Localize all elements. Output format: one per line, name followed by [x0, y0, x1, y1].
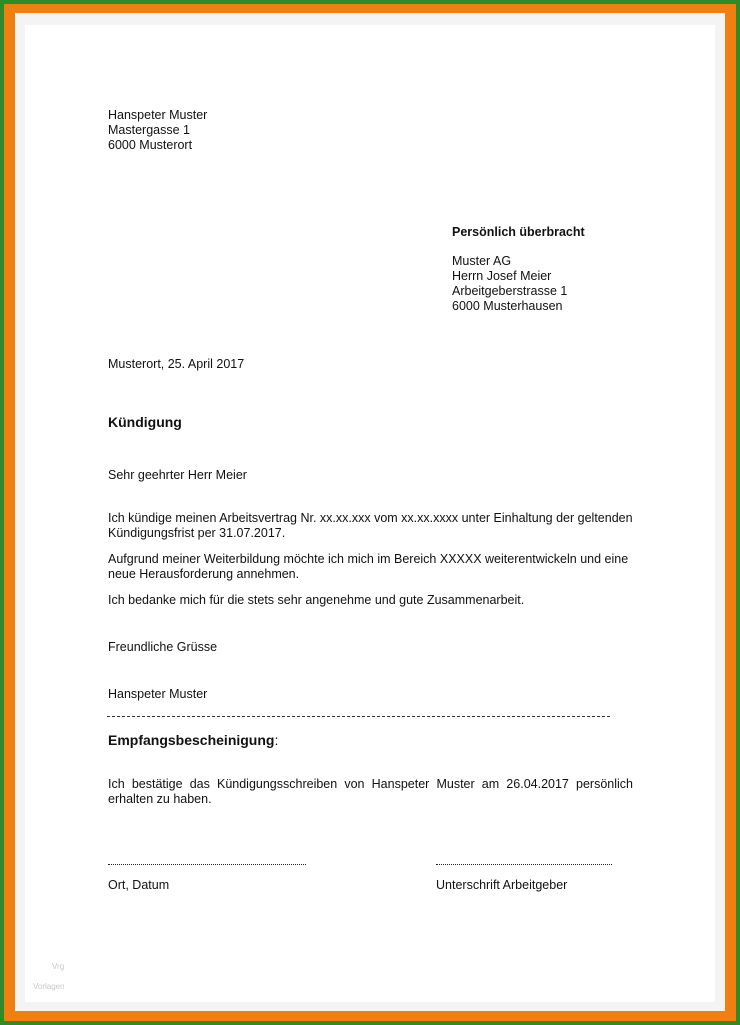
salutation: Sehr geehrter Herr Meier	[108, 468, 247, 482]
date-signature-line	[108, 864, 306, 865]
closing: Freundliche Grüsse	[108, 640, 218, 654]
place-date: Musterort, 25. April 2017	[108, 357, 245, 371]
receipt-title-colon: :	[274, 732, 279, 748]
recipient-street: Arbeitgeberstrasse 1	[452, 284, 568, 298]
receipt-text: Ich bestätige das Kündigungsschreiben von Hanspeter Muster am 26.04.2017 persönlich erhalten zu haben.	[108, 777, 633, 806]
receipt-title-wrapper	[108, 733, 278, 748]
sender-name: Hanspeter Muster	[108, 108, 208, 122]
recipient-city: 6000 Musterhausen	[452, 299, 563, 313]
watermark-line-1: Vrg	[52, 962, 65, 971]
delivery-note: Persönlich überbracht	[452, 225, 585, 239]
sender-city: 6000 Musterort	[108, 138, 193, 152]
place-date-label: Ort, Datum	[108, 878, 170, 892]
employer-signature-line	[436, 864, 612, 865]
sender-street: Mastergasse 1	[108, 123, 190, 137]
body-paragraph-1: Ich kündige meinen Arbeitsvertrag Nr. xx.xx.xxx vom xx.xx.xxxx unter Einhaltung der geltenden Kündigungsfrist per 31.07.2017.	[108, 511, 633, 540]
watermark-line-2: Vorlagen	[33, 982, 65, 991]
employer-signature-label: Unterschrift Arbeitgeber	[436, 878, 568, 892]
recipient-company: Muster AG	[452, 254, 512, 268]
recipient-person: Herrn Josef Meier	[452, 269, 552, 283]
body-paragraph-2: Aufgrund meiner Weiterbildung möchte ich mich im Bereich XXXXX weiterentwickeln und eine neue Herausforderung annehmen.	[108, 552, 629, 581]
body-paragraph-3: Ich bedanke mich für die stets sehr angenehme und gute Zusammenarbeit.	[108, 593, 525, 607]
receipt-title: Empfangsbescheinigung	[108, 732, 275, 748]
signature-name: Hanspeter Muster	[108, 687, 208, 701]
subject-heading: Kündigung	[108, 414, 182, 430]
separator-dashed-line	[107, 716, 610, 717]
